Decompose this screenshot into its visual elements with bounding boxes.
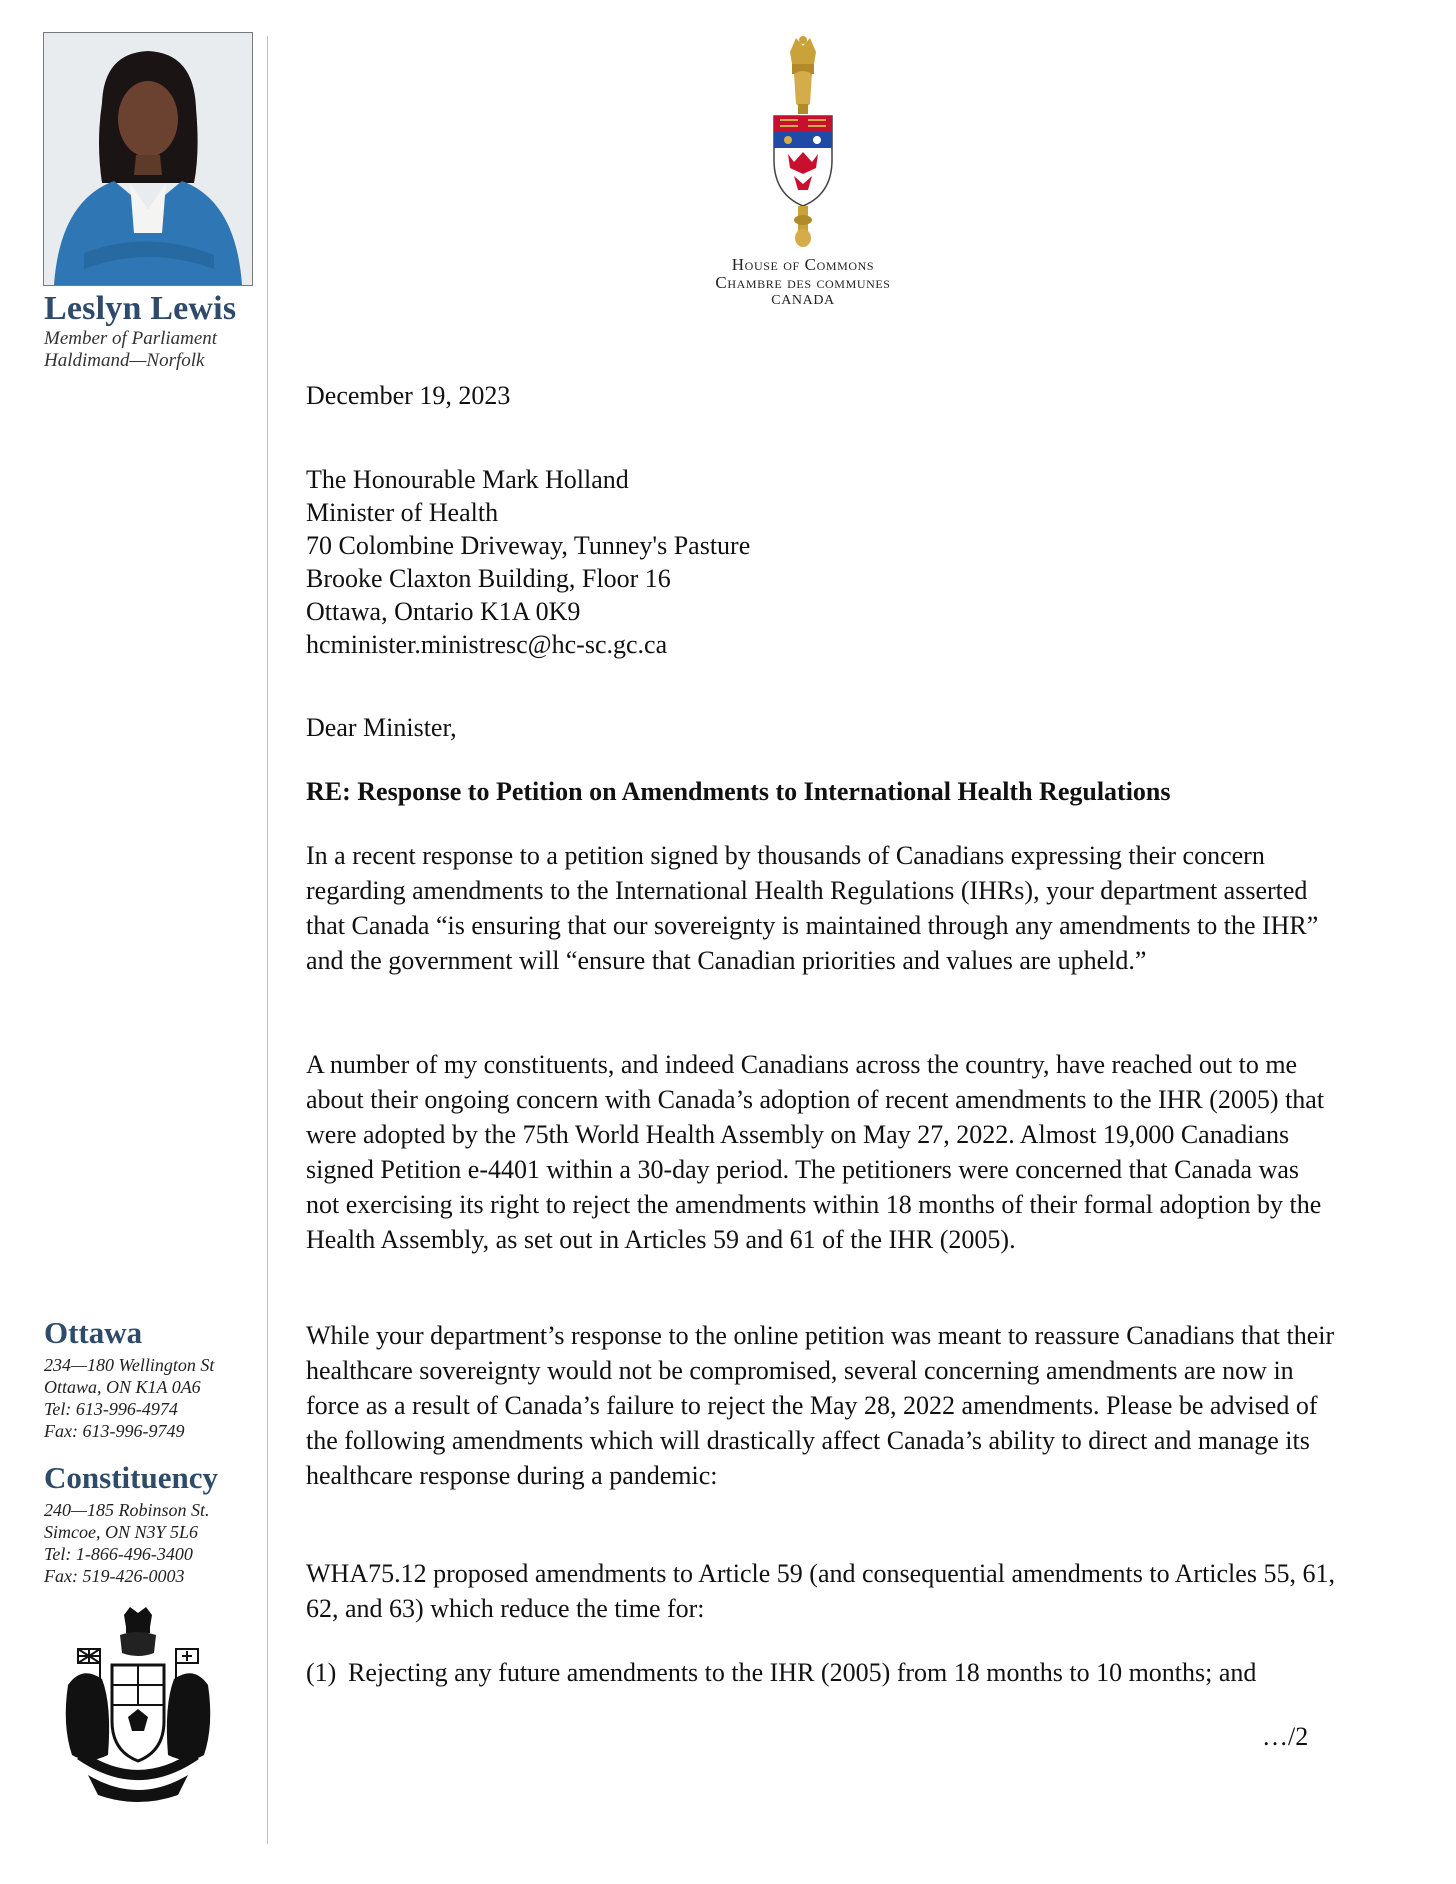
mp-riding: Haldimand—Norfolk — [44, 350, 205, 371]
ottawa-address-line: 234—180 Wellington St — [44, 1355, 215, 1375]
canada-coat-of-arms-icon — [58, 1605, 218, 1805]
salutation: Dear Minister, — [306, 713, 457, 742]
constituency-fax: Fax: 519-426-0003 — [44, 1566, 185, 1586]
constituency-office-title: Constituency — [44, 1460, 218, 1495]
sidebar — [0, 0, 268, 1884]
ottawa-office-title: Ottawa — [44, 1315, 143, 1350]
paragraph-3: While your department’s response to the online petition was meant to reassure Canadians that their healthcare sovereignty would not be compromised, several concerning amendments are now in force as a result of Canada’s failure to reject the May 28, 2022 amendments. Please be advised of the following amendments which will drastically affect Canada’s ability to direct and manage its healthcare response during a pandemic: — [306, 1321, 1335, 1490]
mp-title: Member of Parliament — [44, 328, 218, 349]
list-item — [306, 1655, 1336, 1727]
house-of-commons-mace-crest-icon — [760, 34, 846, 250]
paragraph-2: A number of my constituents, and indeed Canadians across the country, have reached out to me about their ongoing concern with Canada’s adoption of recent amendments to the IHR (2005) that were adopted by the 75th World Health Assembly on May 27, 2022. Almost 19,000 Canadians signed Petition e-4401 within a 30-day period. The petitioners were concerned that Canada was not exercising its right to reject the amendments within 18 months of their formal adoption by the Health Assembly, as set out in Articles 59 and 61 of the IHR (2005). — [306, 1050, 1325, 1254]
ottawa-tel: Tel: 613-996-4974 — [44, 1399, 178, 1419]
constituency-tel: Tel: 1-866-496-3400 — [44, 1544, 193, 1564]
ottawa-fax: Fax: 613-996-9749 — [44, 1421, 185, 1441]
hoc-line-french: Chambre des communes — [715, 273, 891, 292]
hoc-line-canada: CANADA — [771, 293, 835, 308]
recipient-name: The Honourable Mark Holland — [306, 465, 629, 494]
paragraph-4: WHA75.12 proposed amendments to Article 59 (and consequential amendments to Articles 55, 61, 62, and 63) which reduce the time for: — [306, 1559, 1335, 1623]
continuation-page-marker: …/2 — [1262, 1722, 1309, 1751]
recipient-title: Minister of Health — [306, 498, 499, 527]
ottawa-city-line: Ottawa, ON K1A 0A6 — [44, 1377, 201, 1397]
subject-line: RE: Response to Petition on Amendments to International Health Regulations — [306, 777, 1171, 806]
mp-portrait-photo — [43, 32, 253, 286]
list-item-number: (1) — [306, 1658, 337, 1687]
constituency-city-line: Simcoe, ON N3Y 5L6 — [44, 1522, 199, 1542]
constituency-address-line: 240—185 Robinson St. — [44, 1500, 210, 1520]
mp-name: Leslyn Lewis — [44, 290, 237, 327]
hoc-line-english: House of Commons — [731, 255, 875, 274]
list-item-text: Rejecting any future amendments to the IHR (2005) from 18 months to 10 months; and — [348, 1658, 1257, 1687]
portrait-image-icon — [44, 33, 252, 285]
recipient-city: Ottawa, Ontario K1A 0K9 — [306, 597, 581, 626]
house-of-commons-heading — [680, 256, 926, 310]
recipient-address-1: 70 Colombine Driveway, Tunney's Pasture — [306, 531, 751, 560]
letter-date: December 19, 2023 — [306, 381, 511, 410]
recipient-email: hcminister.ministresc@hc-sc.gc.ca — [306, 630, 668, 659]
sidebar-divider — [267, 36, 268, 1844]
recipient-address-2: Brooke Claxton Building, Floor 16 — [306, 564, 671, 593]
paragraph-1: In a recent response to a petition signed by thousands of Canadians expressing their concern regarding amendments to the International Health Regulations (IHRs), your department asserted that Canada “is ensuring that our sovereignty is maintained through any amendments to the IHR” and the government will “ensure that Canadian priorities and values are upheld.” — [306, 841, 1319, 975]
